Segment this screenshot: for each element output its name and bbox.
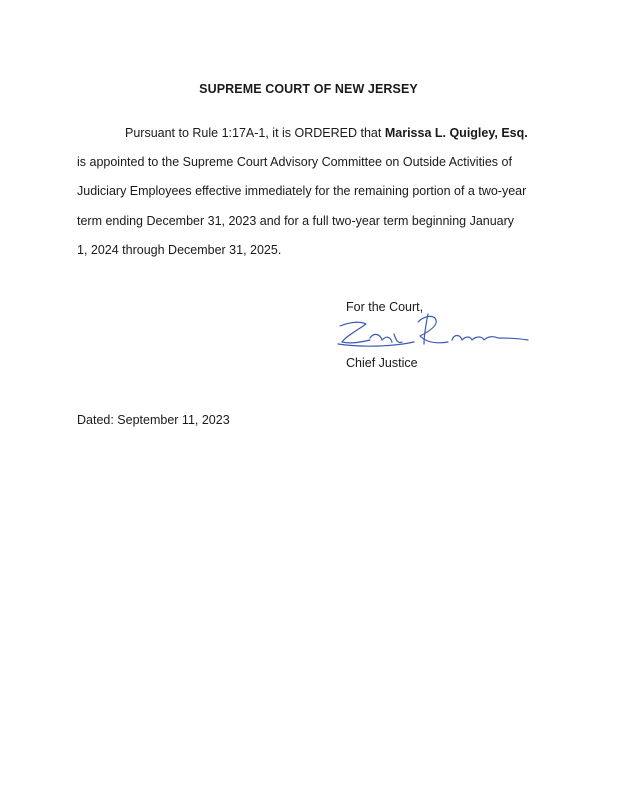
order-paragraph — [77, 119, 547, 265]
dated-line: Dated: September 11, 2023 — [77, 413, 230, 427]
paragraph-line-3: Judiciary Employees effective immediately for the remaining portion of a two-year — [77, 184, 527, 199]
paragraph-line-5: 1, 2024 through December 31, 2025. — [77, 242, 282, 257]
signature-icon — [336, 312, 536, 358]
closing-line: For the Court, — [346, 300, 424, 314]
paragraph-line-2: is appointed to the Supreme Court Advisory Committee on Outside Activities of — [77, 155, 512, 170]
paragraph-lead: Pursuant to Rule 1:17A-1, it is ORDERED that — [125, 126, 385, 140]
signer-title: Chief Justice — [346, 356, 418, 370]
paragraph-line-4: term ending December 31, 2023 and for a full two-year term beginning January — [77, 213, 515, 228]
appointee-name: Marissa L. Quigley, Esq. — [384, 126, 528, 140]
court-heading: SUPREME COURT OF NEW JERSEY — [199, 82, 418, 96]
